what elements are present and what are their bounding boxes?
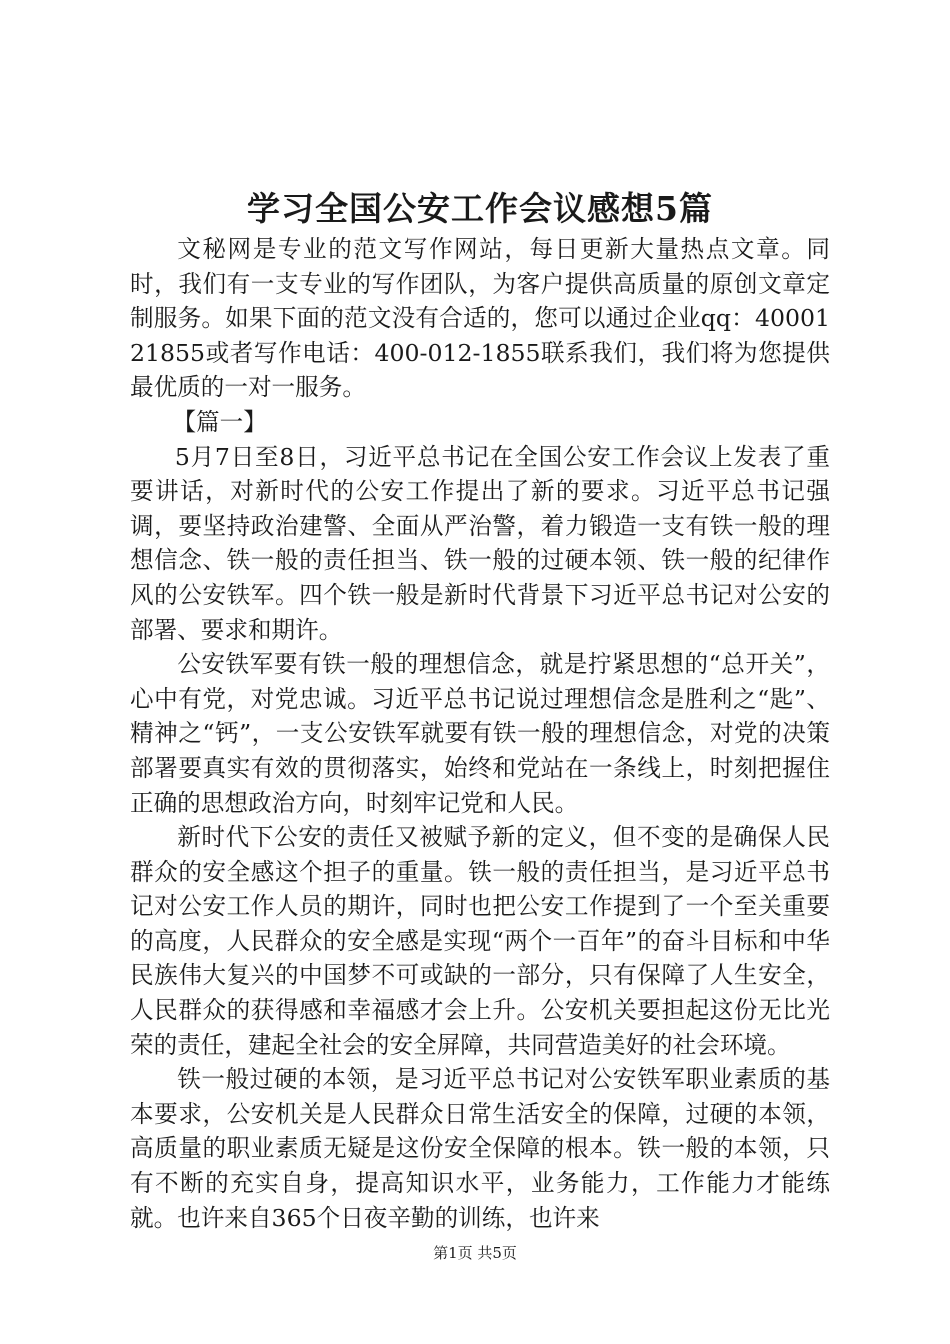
body-paragraph-4: 铁一般过硬的本领，是习近平总书记对公安铁军职业素质的基本要求，公安机关是人民群众日常生活安全的保障，过硬的本领，高质量的职业素质无疑是这份安全保障的根本。铁一般的本领，只有不断的充实自身，提高知识水平，业务能力，工作能力才能练就。也许来自365个日夜辛勤的训练，也许来 <box>130 1065 830 1232</box>
body-paragraph-3: 新时代下公安的责任又被赋予新的定义，但不变的是确保人民群众的安全感这个担子的重量。铁一般的责任担当，是习近平总书记对公安工作人员的期许，同时也把公安工作提到了一个至关重要的高度，人民群众的安全感是实现“两个一百年”的奋斗目标和中华民族伟大复兴的中国梦不可或缺的一部分，只有保障了人生安全，人民群众的获得感和幸福感才会上升。公安机关要担起这份无比光荣的责任，建起全社会的安全屏障，共同营造美好的社会环境。 <box>130 823 830 1059</box>
document-body <box>130 232 830 1235</box>
body-paragraph-2: 公安铁军要有铁一般的理想信念，就是拧紧思想的“总开关”，心中有党，对党忠诚。习近平总书记说过理想信念是胜利之“匙”、精神之“钙”，一支公安铁军就要有铁一般的理想信念，对党的决策部署要真实有效的贯彻落实，始终和党站在一条线上，时刻把握住正确的思想政治方向，时刻牢记党和人民。 <box>130 650 830 817</box>
document-title: 学习全国公安工作会议感想5篇 <box>247 189 713 228</box>
page-footer: 第1页 共5页 <box>433 1244 517 1262</box>
intro-paragraph: 文秘网是专业的范文写作网站，每日更新大量热点文章。同时，我们有一支专业的写作团队，为客户提供高质量的原创文章定制服务。如果下面的范文没有合适的，您可以通过企业qq：4000121855或者写作电话：400-012-1855联系我们，我们将为您提供最优质的一对一服务。 <box>130 235 830 402</box>
section-heading: 【篇一】 <box>172 407 267 436</box>
body-paragraph-1: 5月7日至8日，习近平总书记在全国公安工作会议上发表了重要讲话，对新时代的公安工作提出了新的要求。习近平总书记强调，要坚持政治建警、全面从严治警，着力锻造一支有铁一般的理想信念、铁一般的责任担当、铁一般的过硬本领、铁一般的纪律作风的公安铁军。四个铁一般是新时代背景下习近平总书记对公安的部署、要求和期许。 <box>130 442 830 644</box>
